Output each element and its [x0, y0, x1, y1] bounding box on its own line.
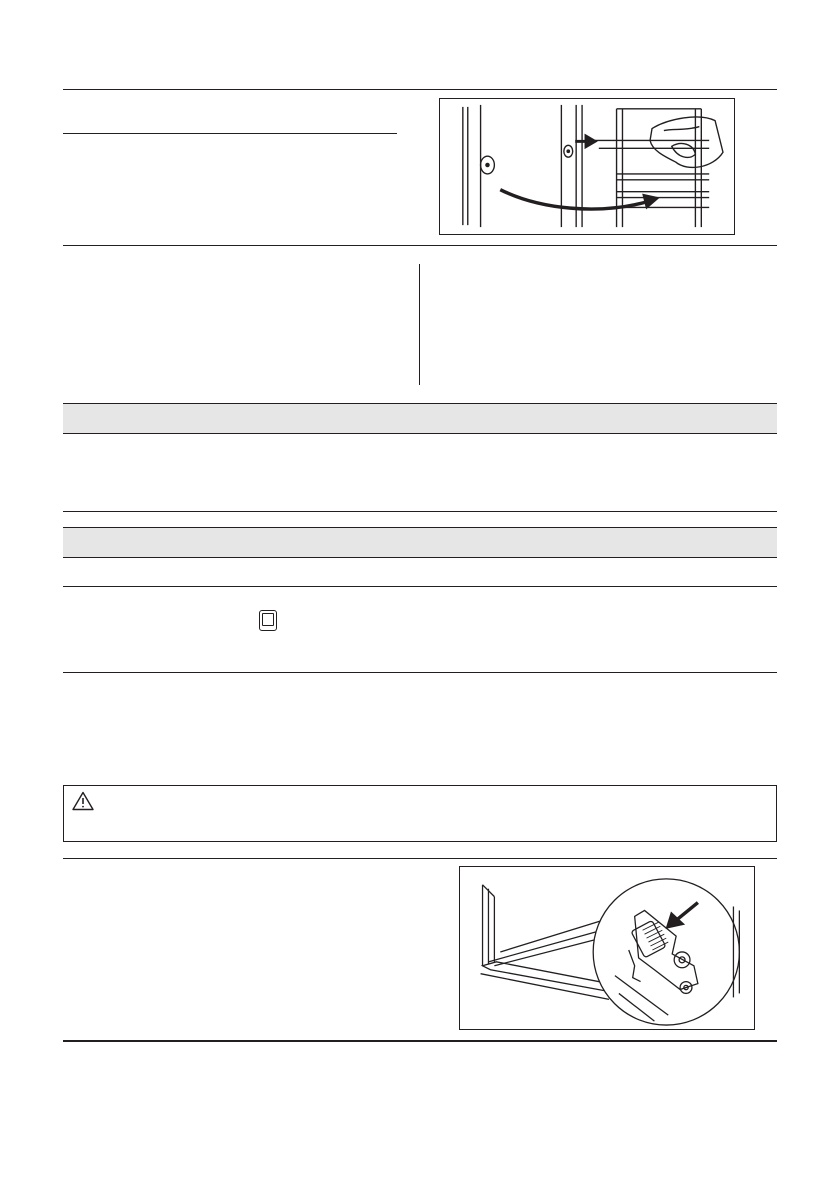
subheading-underline [63, 133, 397, 134]
table-header-band [63, 403, 777, 434]
oven-function-icon-window [262, 613, 274, 626]
section-divider [63, 89, 777, 90]
door-hinge-lever-diagram [459, 866, 755, 1030]
shelf-support-drawing [440, 99, 734, 234]
oven-function-icon [259, 610, 277, 631]
section-divider [63, 858, 777, 859]
section-divider [63, 245, 777, 246]
section-divider [63, 511, 777, 512]
curved-arrow-icon [500, 190, 648, 209]
page-bottom-rule [63, 1040, 777, 1042]
shelf-support-removal-diagram [439, 98, 735, 235]
section-divider [63, 672, 777, 673]
door-hinge-drawing [460, 867, 754, 1029]
warning-box [63, 785, 777, 842]
table-row-divider [63, 586, 777, 587]
warning-triangle-icon [72, 791, 94, 811]
table-header-band [63, 527, 777, 558]
column-divider [419, 264, 420, 385]
